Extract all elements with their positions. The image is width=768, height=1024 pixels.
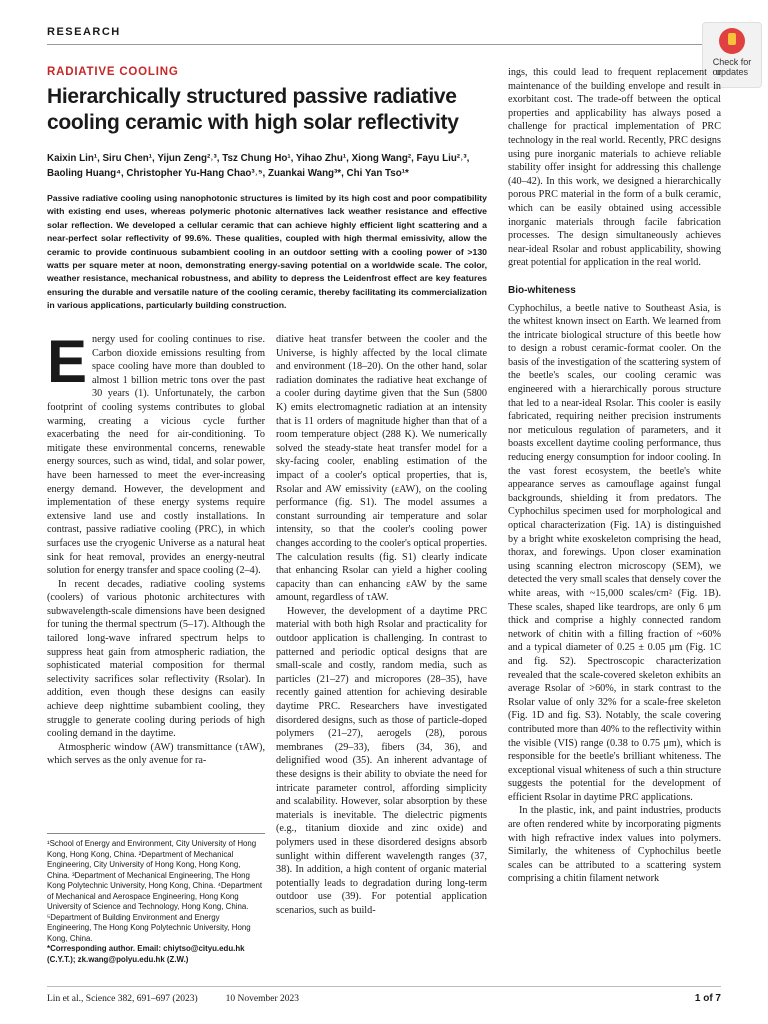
corresponding-author[interactable]: *Corresponding author. Email: chiytso@cityu.edu.hk (C.Y.T.); zk.wang@polyu.edu.hk (Z.W.) [47,944,245,964]
paragraph: In recent decades, radiative cooling systems (coolers) of various photonic architectures with subwavelength-scale dimensions have been designed for tuning the thermal spectrum (5–17). Although the tailored long-wave infrared spectrum helps to suppress heat gain from atmospheric radiation, the sophisticated material composition for thermal selectivity sacrifices solar reflectivity (Rsolar). In addition, even though these designs can easily achieve deep nighttime subambient cooling, they struggle to generate cooling during periods of high cooling demand in the daytime. [47,578,265,740]
body-column-1 [47,328,265,768]
paragraph: However, the development of a daytime PRC material with both high Rsolar and practicality for outdoor application is challenging. In contrast to patterned and periodic optical designs that are small-scale and costly, random media, such as particles (21–27) and micropores (28–35), have recently gained attention for achieving desirable daytime PRC. Researchers have investigated disordered designs, such as those of particle-doped polymers (21–27), aerogels (28), porous membranes (29–33), fibers (34, 36), and delignified wood (35). An inherent advantage of these designs is their ability to obviate the need for intricate parameter control, affording simplicity and scalability. However, solar absorption by these materials is inevitable. The dielectric pigments (e.g., titanium dioxide and zinc oxide) and polymers used in these disordered designs absorb sunlight within different wavelength ranges (37, 38). In addition, a high content of organic material potentially leads to degradation during long-term outdoor use (39). For potential application scenarios, such as build- [276,605,487,916]
section-label: RESEARCH [47,26,121,38]
abstract: Passive radiative cooling using nanophotonic structures is limited by its high cost and poor compatibility with existing end uses, whereas polymeric photonic alternatives lack weather resistance and effective solar reflection. We developed a cellular ceramic that can achieve highly efficient light scattering and a near-perfect solar reflectivity of 99.6%. These qualities, coupled with high thermal emissivity, allow the ceramic to provide continuous subambient cooling in an outdoor setting with a cooling power of >130 watts per square meter at noon, demonstrating energy-saving potential on a worldwide scale. The color, weather resistance, mechanical robustness, and ability to depress the Leidenfrost effect are key features ensuring the durable and versatile nature of the cooling ceramic, thereby facilitating its commercialization in various applications, particularly building construction. [47,193,487,311]
footnote-rule [47,833,265,834]
paragraph: Atmospheric window (AW) transmittance (τAW), which serves as the only avenue for ra- [47,741,265,767]
page-number: 1 of 7 [694,993,721,1004]
drop-cap: E [47,328,88,395]
footer-rule [47,986,721,987]
footnotes [47,839,265,965]
badge-line2: updates [715,67,749,77]
body-column-2 [276,333,487,918]
body-column-3 [508,66,721,886]
article-title: Hierarchically structured passive radiative cooling ceramic with high solar reflectivity [47,85,459,134]
author-list: Kaixin Lin¹, Siru Chen¹, Yijun Zeng²˒³, Tsz Chung Ho¹, Yihao Zhu¹, Xiong Wang², Fayu Liu²˒³, Baoling Huang⁴, Christopher Yu-Hang Chao³˒⁵, Zuankai Wang³*, Chi Yan Tso¹* [47,153,470,179]
header-rule [47,44,721,45]
paragraph: Cyphochilus, a beetle native to Southeast Asia, is the whitest known insect on Earth. We learned from the intricate biological structure of this beetle how to design a robust ceramic-format cooler. On the basis of the investigation of the scattering system of the beetle's scales, our cooling ceramic was engineered with a hierarchically porous structure that led to a near-ideal Rsolar. This cooler is easily fabricated, requiring neither precision instruments nor meticulous regulation of parameters, and it boasts excellent daytime cooling performance, thus reducing energy consumption for indoor cooling. In the vast forest ecosystem, the beetle's white appearance serves as camouflage against fungal backgrounds, shielding it from predators. The Cyphochilus specimen used for morphological and optical characterization (Fig. 1A) is distinguished by a bright white exoskeleton comprising the head, thorax, and forewings. Upon closer examination using scanning electron microscopy (SEM), we detected the very small scales that densely cover the white areas, with ~15,000 scales/cm² (Fig. 1B). These scales, shaped like teardrops, are only 6 μm thick and comprise a highly connected random network of chitin with a filling fraction of ~60% and a typical diameter of 0.25 ± 0.05 μm (Fig. 1C and fig. S2). Spectroscopic characterization revealed that the scale-covered skeleton exhibits an average Rsolar of >60%, in stark contrast to the Rsolar value of only 32% for a scale-free skeleton (Fig. 1D and fig. S3). Notably, the scale covering contributed more than 40% to the reflectivity within the visible (VIS) range (0.38 to 0.75 μm), which is responsible for the beetle's brilliant whiteness. The exceptional visual whiteness of such a thin structure suggests the potential for the development of efficient Rsolar in daytime PRC applications. [508,302,721,803]
paragraph: ings, this could lead to frequent replacement or maintenance of the building envelope and result in exorbitant cost. The trade-off between the optical properties and applicability has always posed a challenge for practical implementation of PRC technology in the real world. Recently, PRC designs using pure inorganic materials to achieve reliable stability offer insight for addressing this challenge (40–42). In this work, we designed a hierarchically porous PRC material in the form of a bulk ceramic, which can be easily obtained using accessible inorganic materials through facile fabrication processes. The design simultaneously achieves near-ideal Rsolar and robust applicability, showing great potential for application in the real world. [508,67,721,269]
paragraph: diative heat transfer between the cooler and the Universe, is highly affected by the local climate and environment (18–20). On the other hand, solar radiation dominates the radiative heat exchange of a cooler during daytime given that the Sun (5800 K) emits electromagnetic radiation at an intensity that is 11 orders of magnitude higher than that of a room temperature object (288 K). We numerically solved the steady-state heat transfer model for a sky-facing cooler, enabling estimation of the impact of a cooler's optical properties, that is, Rsolar and AW emissivity (εAW), on the cooling performance (fig. S1). The model assumes a constant surrounding air temperature and solar intensity, so that the cooler's cooling power changes according to the cooler's optical properties. The calculation results (fig. S1) clearly indicate that enhancing Rsolar can yield a higher cooling capacity than can enhancing εAW by the same amount, regardless of τAW. [276,334,487,604]
citation: Lin et al., Science 382, 691–697 (2023) [47,994,198,1004]
footer-citation [47,994,299,1004]
paragraph: nergy used for cooling continues to rise. Carbon dioxide emissions resulting from space cooling have more than doubled to almost 1 billion metric tons over the past 30 years (1). Unfortunately, the carbon footprint of cooling systems contributes to global warming, creating a vicious cycle further exacerbating the need for air-conditioning. To mitigate these environmental concerns, renewable energy sources, such as wind, tidal, and solar power, have been harnessed to meet the ever-increasing energy demand. However, the development and implementation of these energy systems require extensive land use and costly installations. In contrast, passive radiative cooling (PRC), in which surfaces use the cryogenic Universe as a natural heat sink for heat removal, provides an energy-neutral solution for energy transfer and space cooling (2–4). [47,334,265,577]
paragraph: In the plastic, ink, and paint industries, products are often rendered white by incorporating pigments with high refractive index values into polymers. Similarly, the whiteness of Cyphochilus beetle scales can be attributed to a scattering system comprising a chitin filament network [508,805,721,885]
section-heading: Bio-whiteness [508,284,576,296]
badge-line1: Check for [712,57,752,67]
article-kicker: RADIATIVE COOLING [47,66,179,78]
affiliations: ¹School of Energy and Environment, City University of Hong Kong, Hong Kong, China. ²Department of Mechanical Engineering, City University of Hong Kong, Hong Kong, China. ³Department of Mechanical Engineering, The Hong Kong Polytechnic University, Hong Kong, China. ⁴Department of Mechanical and Aerospace Engineering, Hong Kong University of Science and Technology, Hong Kong, China. ⁵Department of Building Environment and Energy Engineering, The Hong Kong Polytechnic University, Hong Kong, China. [47,839,263,943]
bookmark-icon [719,28,745,54]
publication-date: 10 November 2023 [225,994,300,1004]
